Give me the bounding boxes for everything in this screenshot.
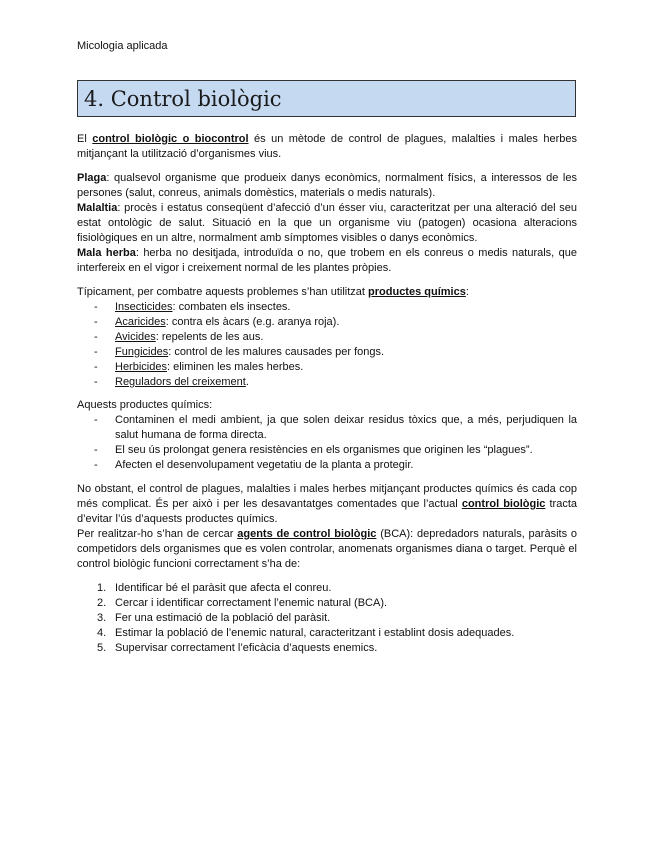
term-agents-control-biologic: agents de control biològic	[237, 528, 377, 540]
list-item: 1. Identificar bé el paràsit que afecta el conreu.	[97, 582, 332, 594]
chemicals-intro: Típicament, per combatre aquests problemes s’han utilitzat productes químics:	[77, 286, 469, 298]
list-item: 2. Cercar i identificar correctament l’enemic natural (BCA).	[97, 597, 388, 609]
list-item: 4. Estimar la població de l’enemic natural, caracteritzant i establint dosis adequades.	[97, 627, 515, 639]
dash-bullet: -	[94, 414, 98, 426]
dash-bullet: -	[94, 376, 98, 388]
definition-mala-herba: Mala herba: herba no desitjada, introduïda o no, que trobem en els conreus o medis naturals, que interfereix en el vigor i creixement normal de les plantes pròpies.	[77, 247, 578, 274]
chemicals-list	[77, 300, 577, 390]
list-item: - Contaminen el medi ambient, ja que solen deixar residus tòxics que, a més, perjudiquen la salut humana de forma directa.	[94, 414, 577, 441]
list-item: 5. Supervisar correctament l’eficàcia d’aquests enemics.	[97, 642, 378, 654]
term-productes-quimics: productes químics	[368, 286, 466, 298]
conclusion-paragraph: No obstant, el control de plagues, malalties i males herbes mitjançant productes químics és cada cop més complicat. És per això i per les desavantatges comentades que l’actual control biològic tracta d’evitar l’ús d’aquests productes químics.	[77, 483, 577, 525]
steps-list	[77, 581, 577, 656]
dash-bullet: -	[94, 346, 98, 358]
bca-paragraph: Per realitzar-ho s’han de cercar agents de control biològic (BCA): depredadors naturals, paràsits o competidors dels organismes que es volen controlar, anomenats organismes diana o target. Perquè el control biològic funcioni correctament s’ha de:	[77, 528, 577, 570]
dash-bullet: -	[94, 459, 98, 471]
dash-bullet: -	[94, 331, 98, 343]
list-item: - Acaricides: contra els àcars (e.g. aranya roja).	[94, 316, 340, 328]
definition-plaga: Plaga: qualsevol organisme que produeix danys econòmics, normalment físics, a interessos de les persones (salut, conreus, animals domèstics, materials o medis naturals).	[77, 172, 577, 199]
list-item: - Insecticides: combaten els insectes.	[94, 301, 291, 313]
list-item: - El seu ús prolongat genera resistències en els organismes que originen les “plagues”.	[94, 444, 533, 456]
intro-paragraph: El control biològic o biocontrol és un mètode de control de plagues, malalties i males herbes mitjançant la utilització d’organismes vius.	[77, 133, 577, 160]
definition-malaltia: Malaltia: procès i estatus conseqüent d’afecció d’un ésser viu, caracteritzat per una alteració del seu estat ontològic de salut. Situació en la que un organisme viu (patogen) ocasiona alteracions fisiològiques en un altre, normalment amb símptomes visibles o danys econòmics.	[77, 202, 577, 244]
dash-bullet: -	[94, 301, 98, 313]
dash-bullet: -	[94, 444, 98, 456]
running-header: Micologia aplicada	[77, 40, 168, 52]
document-body	[77, 132, 577, 656]
list-item: - Herbicides: eliminen les males herbes.	[94, 361, 304, 373]
effects-intro: Aquests productes químics:	[77, 399, 213, 411]
dash-bullet: -	[94, 316, 98, 328]
term-control-biologic: control biològic o biocontrol	[92, 133, 249, 145]
list-item: - Fungicides: control de les malures causades per fongs.	[94, 346, 385, 358]
definition-term: Malaltia	[77, 202, 118, 214]
list-item: 3. Fer una estimació de la població del paràsit.	[97, 612, 331, 624]
section-heading: 4. Control biològic	[77, 80, 576, 117]
list-item: - Afecten el desenvolupament vegetatiu de la planta a protegir.	[94, 459, 414, 471]
definition-term: Plaga	[77, 172, 107, 184]
term-control-biologic-2: control biològic	[461, 498, 546, 510]
dash-bullet: -	[94, 361, 98, 373]
definition-term: Mala herba	[77, 247, 136, 259]
list-item: - Reguladors del creixement.	[94, 376, 249, 388]
effects-list	[77, 413, 577, 473]
list-item: - Avicides: repelents de les aus.	[94, 331, 264, 343]
